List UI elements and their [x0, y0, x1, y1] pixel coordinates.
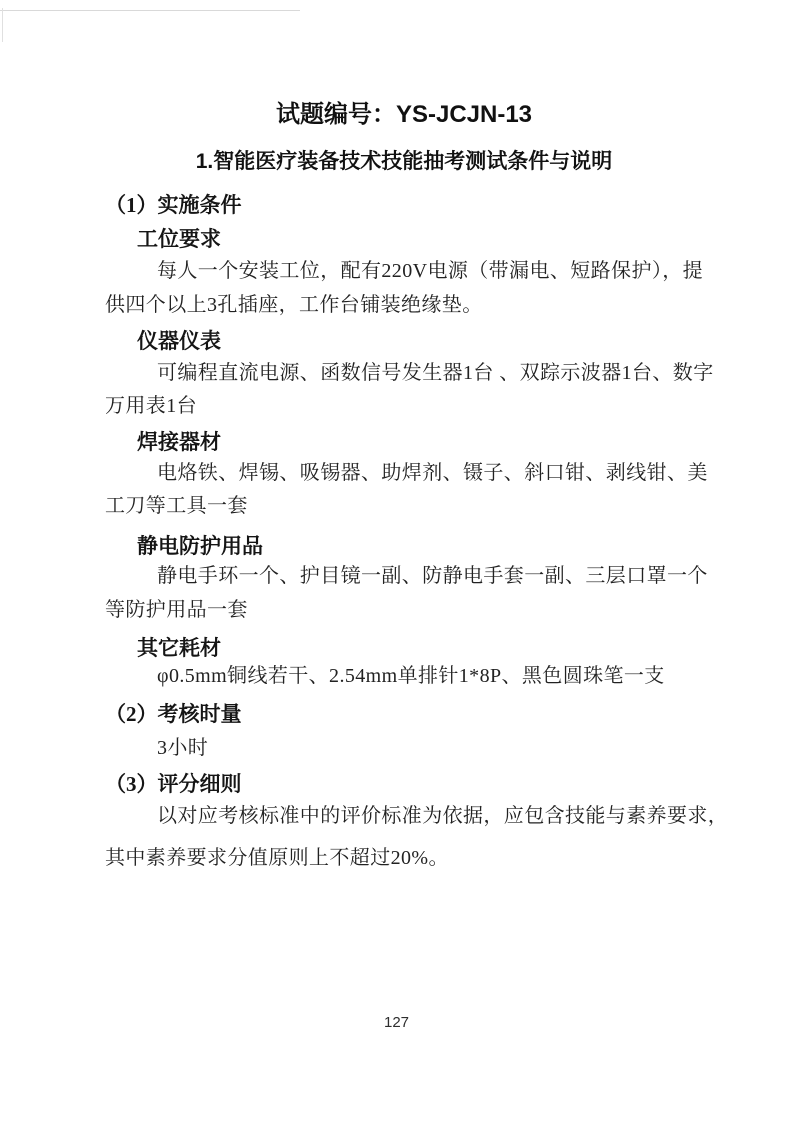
subheading-soldering: 焊接器材 — [137, 430, 221, 454]
paragraph-line: 静电手环一个、护目镜一副、防静电手套一副、三层口罩一个 — [157, 565, 708, 587]
paragraph-line: 电烙铁、焊锡、吸锡器、助焊剂、镊子、斜口钳、剥线钳、美 — [157, 462, 708, 484]
paragraph-line: φ0.5mm铜线若干、2.54mm单排针1*8P、黑色圆珠笔一支 — [157, 665, 665, 687]
exam-code-title: 试题编号：YS-JCJN-13 — [275, 101, 533, 128]
paragraph-line: 万用表1台 — [105, 395, 197, 417]
paragraph-line: 以对应考核标准中的评价标准为依据，应包含技能与素养要求， — [157, 805, 729, 827]
subheading-consumables: 其它耗材 — [137, 636, 221, 660]
paragraph-line: 其中素养要求分值原则上不超过20%。 — [105, 847, 449, 869]
paragraph-line: 供四个以上3孔插座，工作台铺装绝缘垫。 — [105, 294, 483, 316]
paragraph-line: 每人一个安装工位，配有220V电源（带漏电、短路保护），提 — [157, 260, 704, 282]
doc-heading: 1.智能医疗装备技术技能抽考测试条件与说明 — [195, 150, 613, 173]
paragraph-line: 等防护用品一套 — [105, 599, 248, 621]
paragraph-line: 3小时 — [157, 737, 209, 759]
subheading-esd: 静电防护用品 — [137, 534, 263, 558]
subheading-workstation: 工位要求 — [137, 227, 221, 251]
scan-artifact-left — [2, 8, 3, 42]
subheading-instruments: 仪器仪表 — [137, 329, 221, 353]
section-label-2: （2）考核时量 — [105, 702, 242, 726]
scan-artifact-top — [0, 10, 300, 11]
paragraph-line: 工刀等工具一套 — [105, 495, 248, 517]
section-label-1: （1）实施条件 — [105, 193, 242, 217]
page-number: 127 — [383, 1014, 410, 1031]
paragraph-line: 可编程直流电源、函数信号发生器1台 、双踪示波器1台、数字 — [157, 362, 714, 384]
section-label-3: （3）评分细则 — [105, 772, 242, 796]
